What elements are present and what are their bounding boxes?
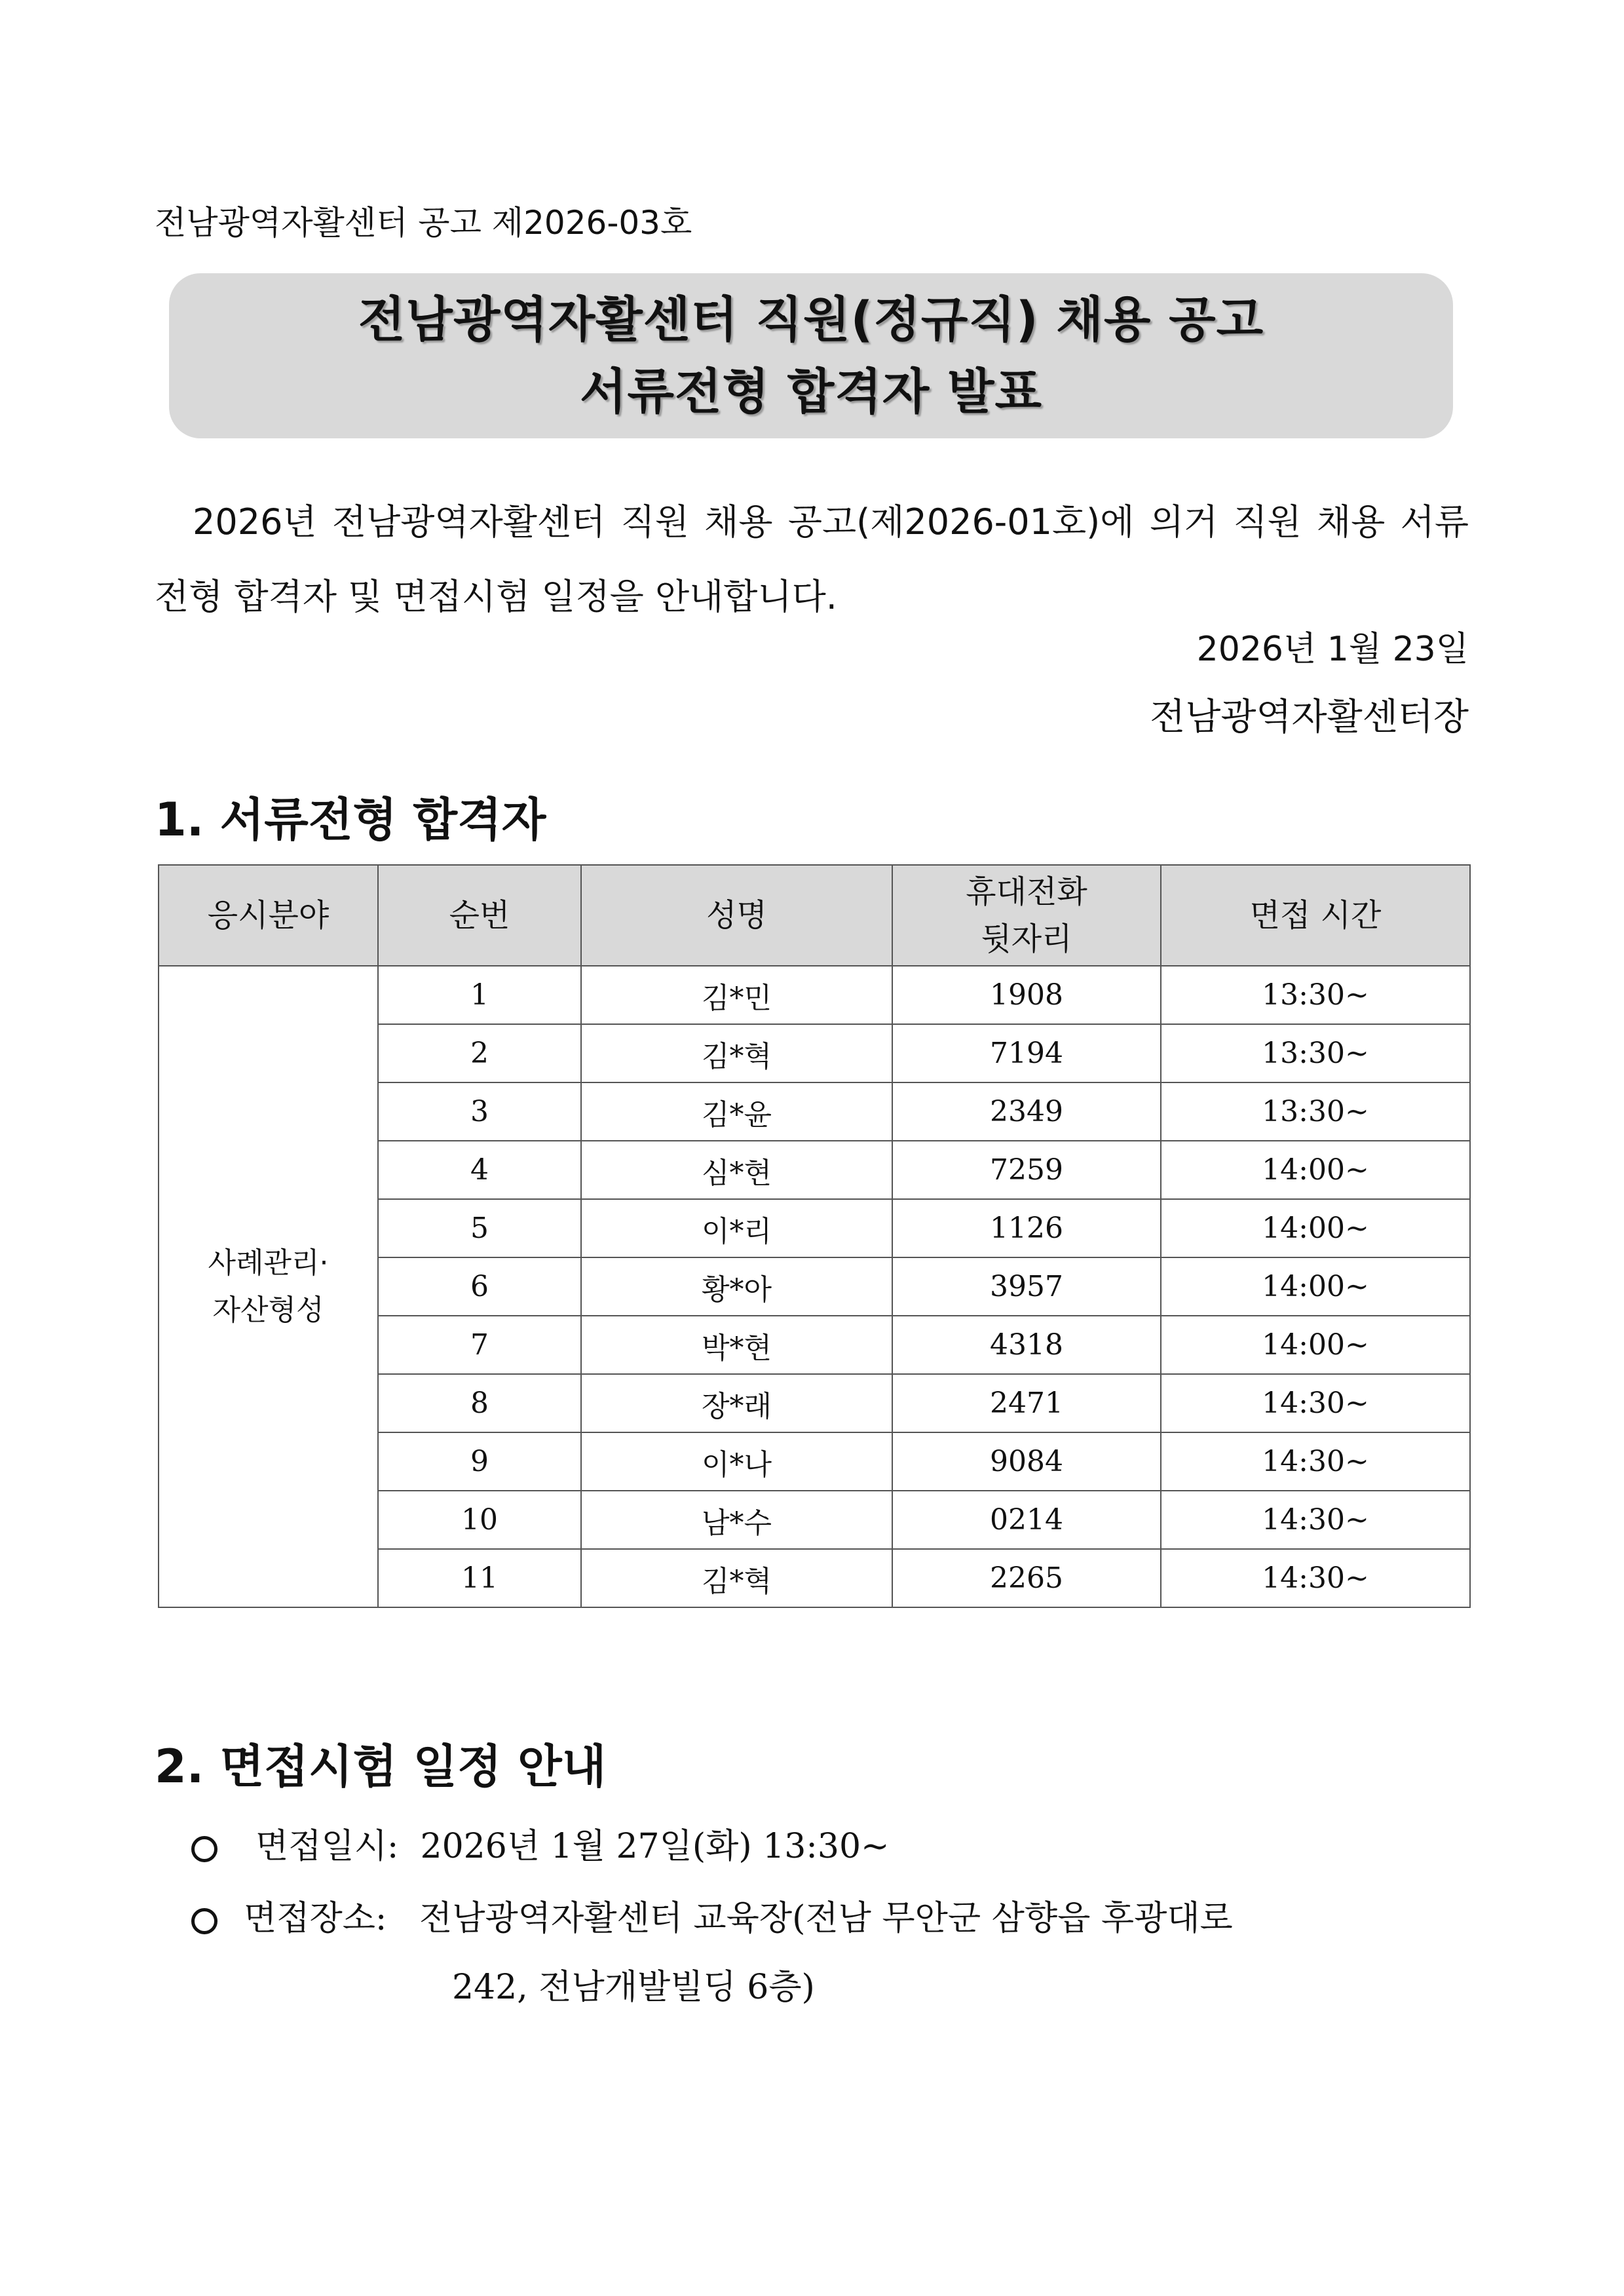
- cell-name: 남*수: [581, 1491, 892, 1549]
- cell-interview-time: 14:30~: [1161, 1432, 1470, 1491]
- cell-number: 10: [378, 1491, 581, 1549]
- cell-interview-time: 13:30~: [1161, 1024, 1470, 1082]
- notice-number: 전남광역자활센터 공고 제2026-03호: [155, 204, 692, 242]
- title-banner: [169, 273, 1453, 438]
- cell-phone: 9084: [892, 1432, 1161, 1491]
- cell-number: 8: [378, 1374, 581, 1432]
- cell-name: 장*래: [581, 1374, 892, 1432]
- cell-phone: 4318: [892, 1316, 1161, 1374]
- cell-number: 4: [378, 1141, 581, 1199]
- cell-number: 6: [378, 1257, 581, 1316]
- cell-interview-time: 14:30~: [1161, 1491, 1470, 1549]
- cell-name: 김*혁: [581, 1024, 892, 1082]
- interview-date-value: 2026년 1월 27일(화) 13:30~: [420, 1827, 890, 1866]
- interview-place-item: [191, 1890, 1475, 1940]
- cell-interview-time: 14:00~: [1161, 1141, 1470, 1199]
- cell-phone: 0214: [892, 1491, 1161, 1549]
- cell-phone: 1126: [892, 1199, 1161, 1257]
- announcement-date: 2026년 1월 23일: [1196, 630, 1469, 669]
- cell-name: 김*윤: [581, 1082, 892, 1141]
- cell-name: 황*아: [581, 1257, 892, 1316]
- cell-phone: 2471: [892, 1374, 1161, 1432]
- cell-interview-time: 14:00~: [1161, 1257, 1470, 1316]
- cell-interview-time: 14:30~: [1161, 1374, 1470, 1432]
- cell-number: 2: [378, 1024, 581, 1082]
- cell-number: 11: [378, 1549, 581, 1607]
- cell-phone: 1908: [892, 966, 1161, 1024]
- interview-place-label: 면접장소:: [244, 1899, 387, 1938]
- cell-interview-time: 14:30~: [1161, 1549, 1470, 1607]
- cell-phone: 2265: [892, 1549, 1161, 1607]
- table-body: [159, 966, 1470, 1607]
- cell-phone: 2349: [892, 1082, 1161, 1141]
- intro-paragraph: 2026년 전남광역자활센터 직원 채용 공고(제2026-01호)에 의거 직원 채용 서류전형 합격자 및 면접시험 일정을 안내합니다.: [155, 501, 1469, 617]
- title-line-2: 서류전형 합격자 발표: [580, 364, 1042, 420]
- interview-date-label: 면접일시:: [255, 1827, 399, 1866]
- table-row: [159, 966, 1470, 1024]
- cell-number: 9: [378, 1432, 581, 1491]
- cell-name: 이*나: [581, 1432, 892, 1491]
- interview-date-item: [191, 1818, 890, 1867]
- cell-name: 김*혁: [581, 1549, 892, 1607]
- cell-name: 박*현: [581, 1316, 892, 1374]
- cell-name: 김*민: [581, 966, 892, 1024]
- cell-interview-time: 13:30~: [1161, 1082, 1470, 1141]
- applicants-table: [158, 864, 1471, 1608]
- circle-bullet-icon: [191, 1836, 217, 1862]
- table-header-row: [159, 865, 1470, 966]
- cell-phone: 7259: [892, 1141, 1161, 1199]
- cell-interview-time: 14:00~: [1161, 1316, 1470, 1374]
- header-name: 성명: [581, 865, 892, 966]
- header-number: 순번: [378, 865, 581, 966]
- header-phone: 휴대전화 뒷자리: [892, 865, 1161, 966]
- cell-number: 3: [378, 1082, 581, 1141]
- cell-number: 7: [378, 1316, 581, 1374]
- cell-interview-time: 14:00~: [1161, 1199, 1470, 1257]
- section-heading-applicants: 1. 서류전형 합격자: [155, 793, 546, 847]
- cell-number: 5: [378, 1199, 581, 1257]
- cell-number: 1: [378, 966, 581, 1024]
- cell-name: 심*현: [581, 1141, 892, 1199]
- title-line-1: 전남광역자활센터 직원(정규직) 채용 공고: [358, 292, 1264, 348]
- header-interview-time: 면접 시간: [1161, 865, 1470, 966]
- header-field: 응시분야: [159, 865, 378, 966]
- section-heading-interview: 2. 면접시험 일정 안내: [155, 1740, 607, 1793]
- cell-interview-time: 13:30~: [1161, 966, 1470, 1024]
- issuer: 전남광역자활센터장: [1150, 696, 1469, 738]
- cell-name: 이*리: [581, 1199, 892, 1257]
- circle-bullet-icon: [191, 1908, 217, 1934]
- interview-place-value: 전남광역자활센터 교육장(전남 무안군 삼향읍 후광대로: [419, 1899, 1233, 1938]
- cell-phone: 3957: [892, 1257, 1161, 1316]
- cell-field: 사례관리· 자산형성: [159, 966, 378, 1607]
- cell-phone: 7194: [892, 1024, 1161, 1082]
- interview-place-continuation: 242, 전남개발빌딩 6층): [452, 1968, 815, 2007]
